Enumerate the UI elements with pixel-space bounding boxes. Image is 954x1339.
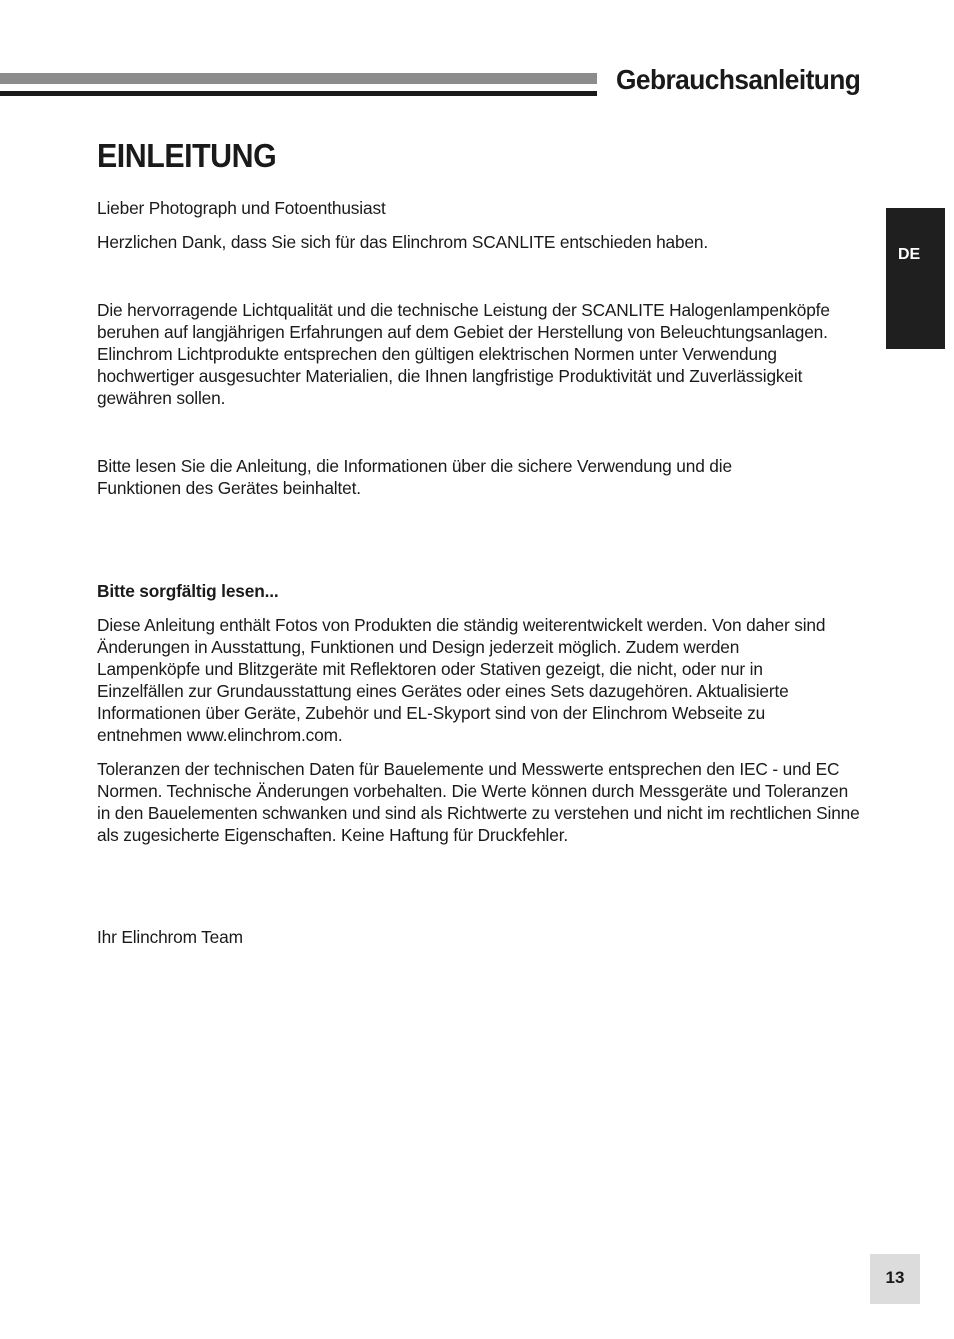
header-rule-gray xyxy=(0,73,597,84)
header-rule-black xyxy=(0,91,597,96)
signoff-paragraph: Ihr Elinchrom Team xyxy=(97,927,243,947)
section-title: EINLEITUNG xyxy=(97,137,277,174)
photos-notice-paragraph: Diese Anleitung enthält Fotos von Produkten die ständig weiterentwickelt werden. Von daher sind Änderungen in Ausstattung, Funktionen und Design jederzeit möglich. Zudem werden Lampenköpfe und Blitzgeräte mit Reflektoren oder Stativen gezeigt, die nicht, oder nur in Einzelfällen zur Grundausstattung eines Gerätes oder eines Sets dazugehören. Aktualisierte Informationen über Geräte, Zubehör und EL-Skyport sind von der Elinchrom Webseite zu entnehmen www.elinchrom.com. xyxy=(97,615,826,745)
tolerances-paragraph: Toleranzen der technischen Daten für Bauelemente und Messwerte entsprechen den IEC - und EC Normen. Technische Änderungen vorbehalten. Die Werte können durch Messgeräte und Toleranzen in den Bauelementen schwanken und sind als Richtwerte zu verstehen und nicht im rechtlichen Sinne als zugesicherte Eigenschaften. Keine Haftung für Druckfehler. xyxy=(97,759,860,845)
language-tab xyxy=(886,208,945,349)
greeting-paragraph: Lieber Photograph und Fotoenthusiast xyxy=(97,198,386,218)
language-tab-label: DE xyxy=(898,246,921,263)
quality-paragraph: Die hervorragende Lichtqualität und die technische Leistung der SCANLITE Halogenlampenköpfe beruhen auf langjährigen Erfahrungen auf dem Gebiet der Herstellung von Beleuchtungsanlagen. Elinchrom Lichtprodukte entsprechen den gültigen elektrischen Normen unter Verwendung hochwertiger ausgesuchter Materialien, die Ihnen langfristige Produktivität und Zuverlässigkeit gewähren sollen. xyxy=(97,300,830,408)
careful-heading: Bitte sorgfältig lesen... xyxy=(97,581,279,601)
page-number: 13 xyxy=(885,1268,905,1287)
thanks-paragraph: Herzlichen Dank, dass Sie sich für das Elinchrom SCANLITE entschieden haben. xyxy=(97,232,709,252)
read-manual-paragraph: Bitte lesen Sie die Anleitung, die Informationen über die sichere Verwendung und die Funktionen des Gerätes beinhaltet. xyxy=(97,456,732,498)
page-number-box xyxy=(870,1254,920,1304)
document-title: Gebrauchsanleitung xyxy=(616,64,861,95)
